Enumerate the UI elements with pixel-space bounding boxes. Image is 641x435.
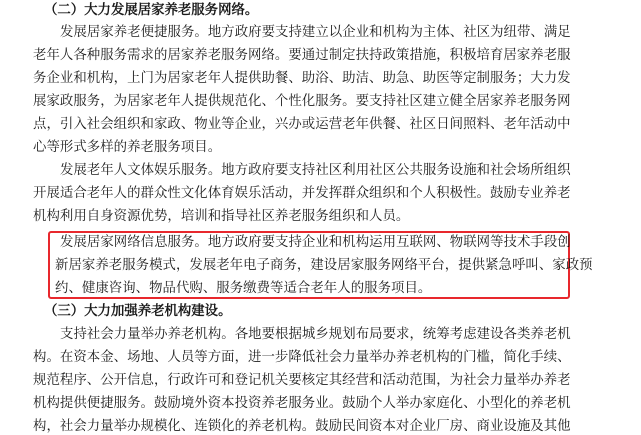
text-line: 务企业和机构，上门为居家老年人提供助餐、助浴、助洁、助急、助医等定制服务；大力发 <box>33 71 571 86</box>
text-line: 心等形式多样的养老服务项目。 <box>33 140 222 155</box>
text-line: 新居家养老服务模式，发展老年电子商务，建设居家服务网络平台，提供紧急呼叫、家政预 <box>55 258 593 273</box>
text-line: 构。在资本金、场地、人员等方面，进一步降低社会力量举办养老机构的门槛，简化手续、 <box>33 350 571 365</box>
section-heading-3: （三）大力加强养老机构建设。 <box>44 304 232 319</box>
text-line: 发展居家网络信息服务。地方政府要支持企业和机构运用互联网、物联网等技术手段创 <box>60 235 571 250</box>
text-line: 机构提供便捷服务。鼓励境外资本投资养老服务业。鼓励个人举办家庭化、小型化的养老机 <box>33 396 571 411</box>
text-line: 老年人各种服务需求的居家养老服务网络。要通过制定扶持政策措施，积极培育居家养老服 <box>33 48 571 63</box>
text-line: 开展适合老年人的群众性文化体育娱乐活动，并发挥群众组织和个人积极性。鼓励专业养老 <box>33 186 571 201</box>
text-line: 展家政服务，为居家老年人提供规范化、个性化服务。要支持社区建立健全居家养老服务网 <box>33 94 571 109</box>
text-line: 点，引入社会组织和家政、物业等企业，兴办或运营老年供餐、社区日间照料、老年活动中 <box>33 117 571 132</box>
text-line: 支持社会力量举办养老机构。各地要根据城乡规划布局要求，统筹考虑建设各类养老机 <box>60 327 571 342</box>
text-line: 规范程序、公开信息，行政许可和登记机关要核定其经营和活动范围，为社会力量举办养老 <box>33 373 571 388</box>
section-heading-2: （二）大力发展居家养老服务网络。 <box>44 3 259 18</box>
text-line: 机构利用自身资源优势，培训和指导社区养老服务组织和人员。 <box>33 209 410 224</box>
text-line: 构，社会力量举办规模化、连锁化的养老机构。鼓励民间资本对企业厂房、商业设施及其他 <box>33 419 571 434</box>
text-line: 发展居家养老便捷服务。地方政府要支持建立以企业和机构为主体、社区为纽带、满足 <box>60 25 571 40</box>
text-line: 约、健康咨询、物品代购、服务缴费等适合老年人的服务项目。 <box>55 281 432 296</box>
text-line: 发展老年人文体娱乐服务。地方政府要支持社区利用社区公共服务设施和社会场所组织 <box>60 163 571 178</box>
